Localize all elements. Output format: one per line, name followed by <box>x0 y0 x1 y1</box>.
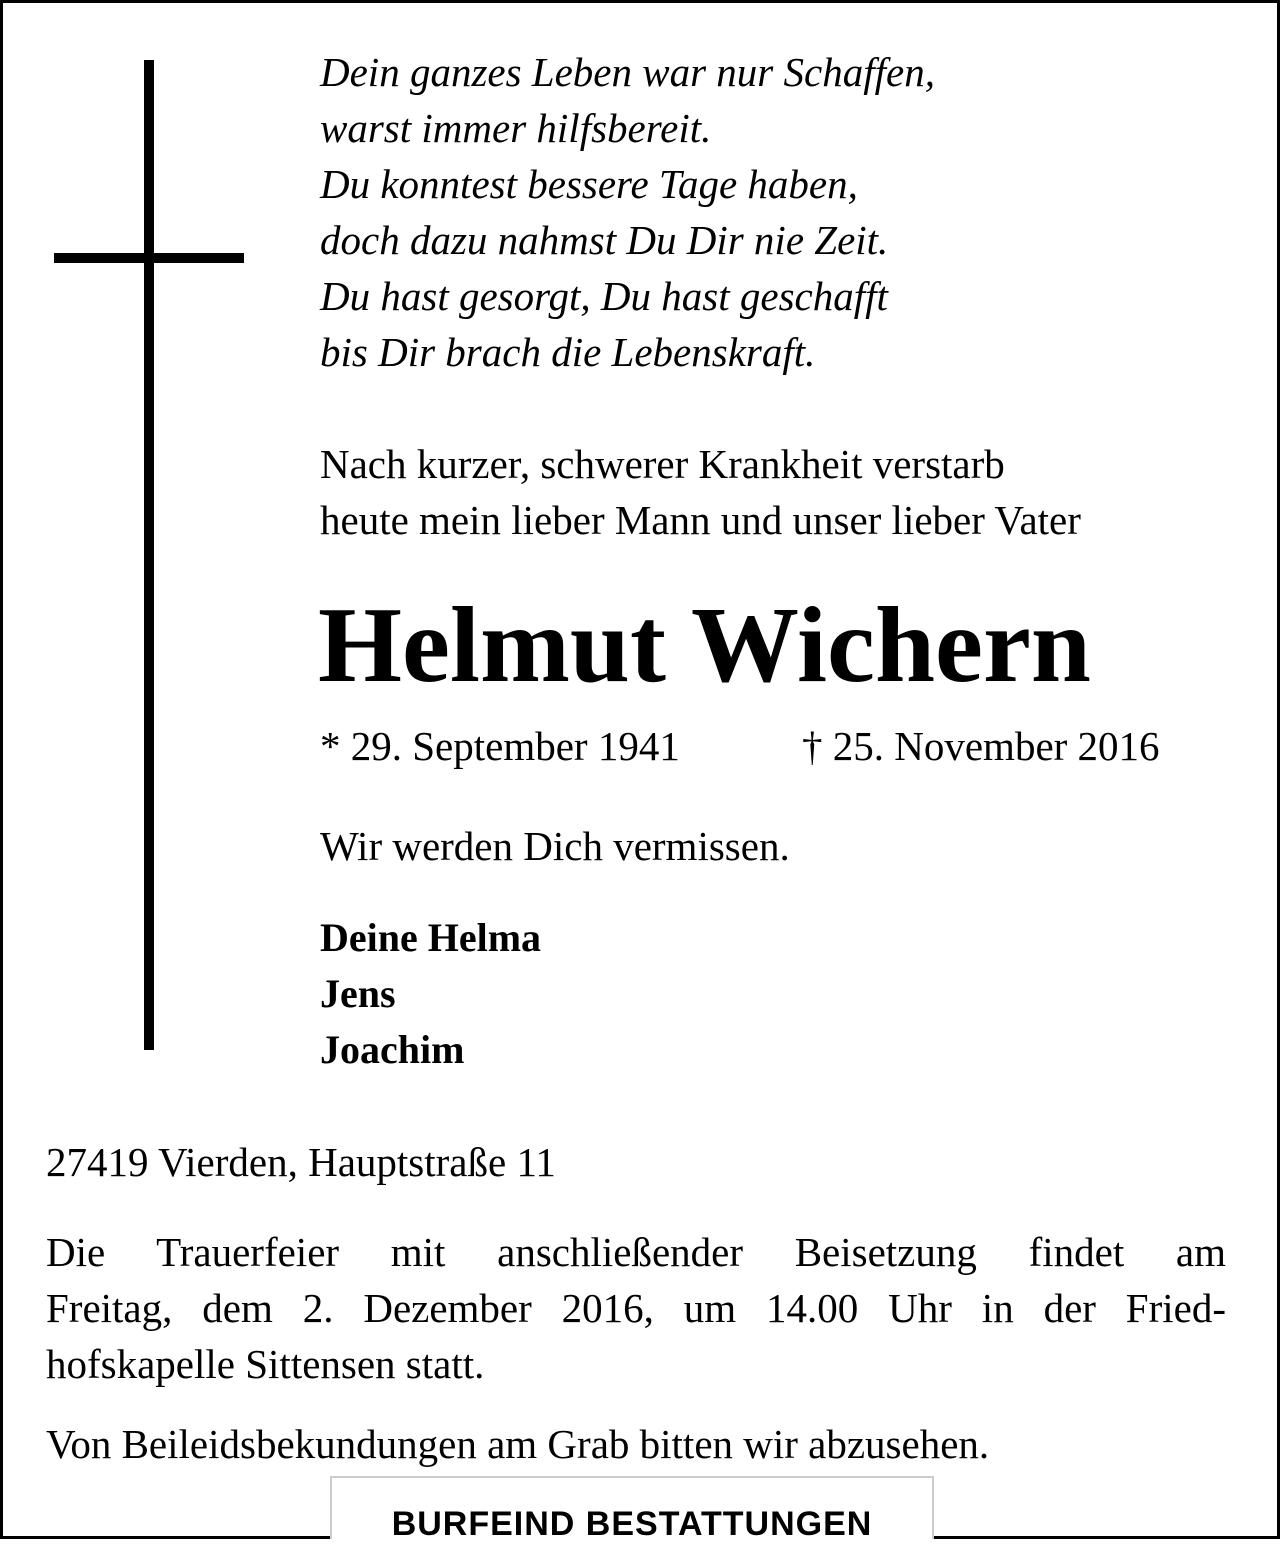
mourner-name: Jens <box>320 971 396 1016</box>
death-date: † 25. November 2016 <box>802 723 1160 769</box>
poem-line: Du konntest bessere Tage haben, <box>320 161 858 207</box>
cross-icon-vertical-bar <box>144 60 154 1050</box>
poem-line: warst immer hilfsbereit. <box>320 105 712 151</box>
poem-line: bis Dir brach die Lebenskraft. <box>320 329 816 375</box>
poem-line: doch dazu nahmst Du Dir nie Zeit. <box>320 217 889 263</box>
death-announcement <box>320 436 1270 548</box>
mourners-list <box>320 910 541 1078</box>
announcement-line: Nach kurzer, schwerer Krankheit verstarb <box>320 441 1005 487</box>
funeral-home-box <box>330 1476 934 1543</box>
ceremony-line: Freitag, dem 2. Dezember 2016, um 14.00 Uhr in der Fried- <box>46 1285 1226 1331</box>
ceremony-line: hofskapelle Sittensen statt. <box>46 1341 485 1387</box>
ceremony-line: Die Trauerfeier mit anschließender Beisetzung findet am <box>46 1229 1226 1275</box>
mourner-name: Deine Helma <box>320 915 542 960</box>
announcement-line: heute mein lieber Mann und unser lieber Vater <box>320 497 1081 543</box>
family-address: 27419 Vierden, Hauptstraße 11 <box>46 1139 556 1185</box>
ceremony-details <box>46 1224 1226 1392</box>
cross-icon-horizontal-bar <box>54 253 244 263</box>
condolence-note: Von Beileidsbekundungen am Grab bitten wir abzusehen. <box>46 1421 990 1467</box>
farewell-line: Wir werden Dich vermissen. <box>320 823 790 869</box>
memorial-poem <box>320 44 1220 380</box>
mourner-name: Joachim <box>320 1027 465 1072</box>
poem-line: Du hast gesorgt, Du hast geschafft <box>320 273 888 319</box>
birth-date: * 29. September 1941 <box>320 723 680 769</box>
funeral-home-name: BURFEIND BESTATTUNGEN <box>391 1505 873 1543</box>
poem-line: Dein ganzes Leben war nur Schaffen, <box>320 49 935 95</box>
deceased-name: Helmut Wichern <box>318 586 1091 705</box>
